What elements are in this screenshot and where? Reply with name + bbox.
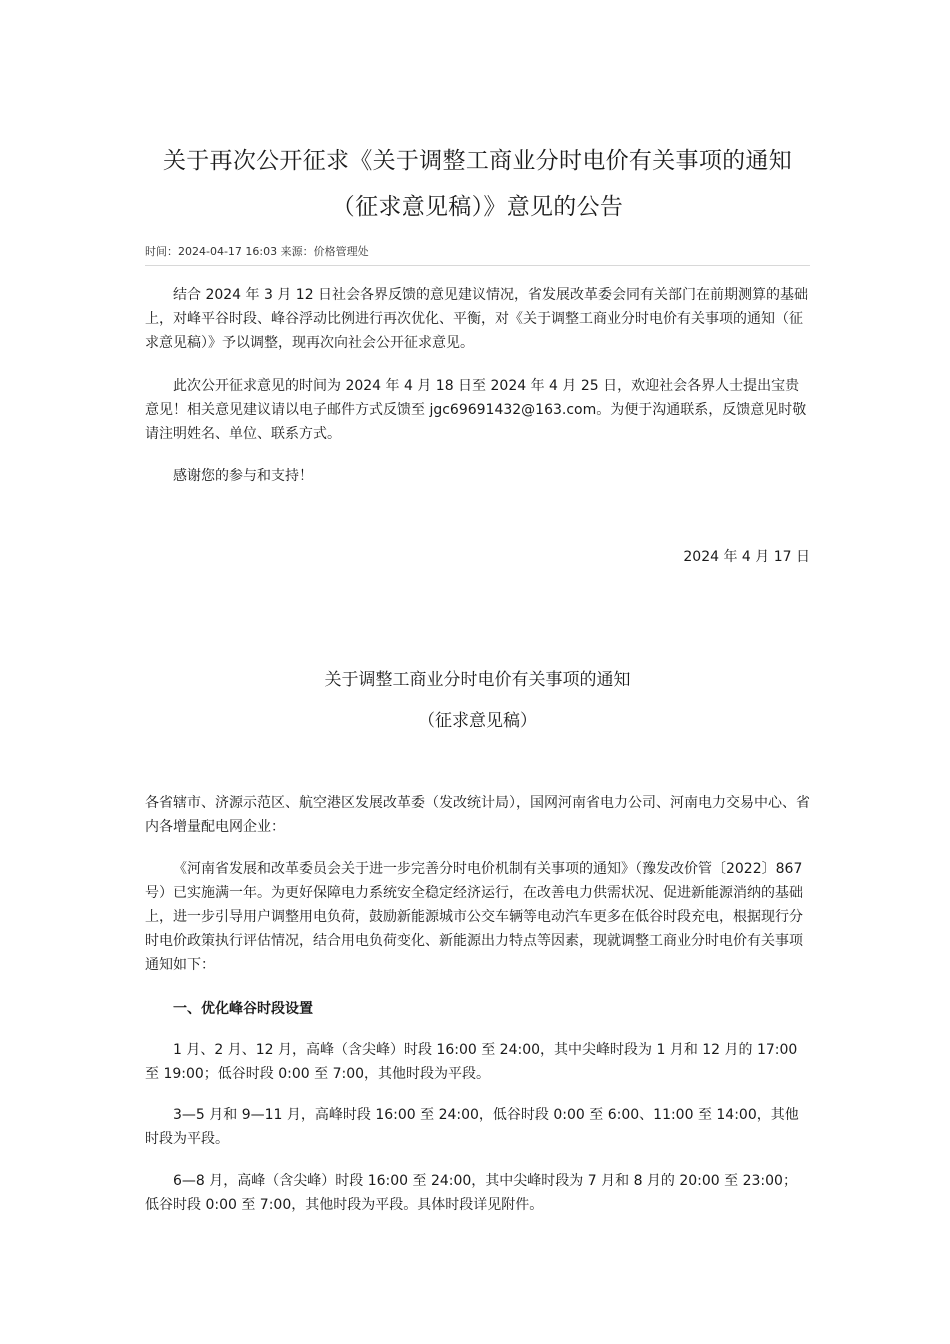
notice-subtitle: （征求意见稿） xyxy=(418,711,537,731)
announcement-paragraph-2: 此次公开征求意见的时间为 2024 年 4 月 18 日至 2024 年 4 月 25 日，欢迎社会各界人士提出宝贵意见！相关意见建议请以电子邮件方式反馈至 jgc69691432@163.com。为便于沟通联系，反馈意见时敬请注明姓名、单位、联系方式。 xyxy=(145,378,807,442)
announcement-title xyxy=(145,138,810,230)
section-1-heading: 一、优化峰谷时段设置 xyxy=(173,1001,313,1017)
publish-meta: 时间：2024-04-17 16:03 来源：价格管理处 xyxy=(145,244,810,266)
section-1-paragraph-2: 3—5 月和 9—11 月，高峰时段 16:00 至 24:00，低谷时段 0:00 至 6:00、11:00 至 14:00，其他时段为平段。 xyxy=(145,1107,799,1147)
notice-addressee: 各省辖市、济源示范区、航空港区发展改革委（发改统计局），国网河南省电力公司、河南电力交易中心、省内各增量配电网企业： xyxy=(145,795,810,835)
notice-intro: 《河南省发展和改革委员会关于进一步完善分时电价机制有关事项的通知》（豫发改价管〔2022〕867 号）已实施满一年。为更好保障电力系统安全稳定经济运行，在改善电力供需状况、促进新能源消纳的基础上，进一步引导用户调整用电负荷，鼓励新能源城市公交车辆等电动汽车更多在低谷时段充电，根据现行分时电价政策执行评估情况，结合用电负荷变化、新能源出力特点等因素，现就调整工商业分时电价有关事项通知如下： xyxy=(145,861,803,973)
section-1-paragraph-1: 1 月、2 月、12 月，高峰（含尖峰）时段 16:00 至 24:00，其中尖峰时段为 1 月和 12 月的 17:00 至 19:00；低谷时段 0:00 至 7:00，其他时段为平段。 xyxy=(145,1042,798,1082)
announcement-date: 2024 年 4 月 17 日 xyxy=(683,549,810,565)
announcement-title-line2: （征求意见稿）》意见的公告 xyxy=(331,194,624,220)
notice-title: 关于调整工商业分时电价有关事项的通知 xyxy=(324,670,631,690)
announcement-paragraph-3: 感谢您的参与和支持！ xyxy=(173,468,313,484)
announcement-title-line1: 关于再次公开征求《关于调整工商业分时电价有关事项的通知 xyxy=(162,148,793,174)
section-1-paragraph-3: 6—8 月，高峰（含尖峰）时段 16:00 至 24:00，其中尖峰时段为 7 月和 8 月的 20:00 至 23:00；低谷时段 0:00 至 7:00，其他时段为平段。具体时段详见附件。 xyxy=(145,1173,797,1213)
announcement-paragraph-1: 结合 2024 年 3 月 12 日社会各界反馈的意见建议情况，省发展改革委会同有关部门在前期测算的基础上，对峰平谷时段、峰谷浮动比例进行再次优化、平衡，对《关于调整工商业分时电价有关事项的通知（征求意见稿）》予以调整，现再次向社会公开征求意见。 xyxy=(145,287,809,351)
